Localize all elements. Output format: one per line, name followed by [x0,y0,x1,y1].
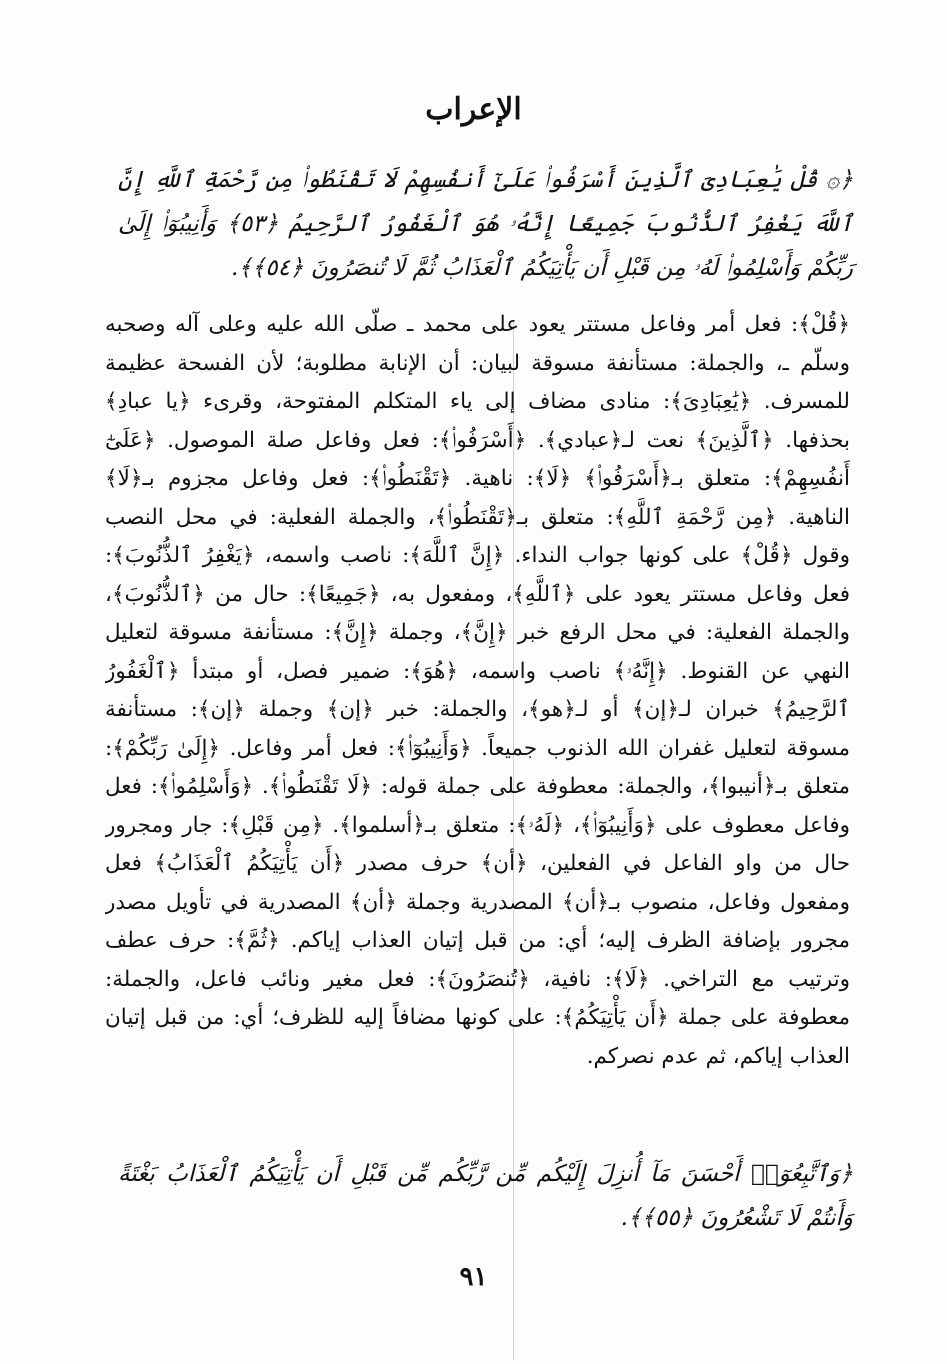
quran-verse-block-55: ﴿وَٱتَّبِعُوٓا۟ أَحْسَنَ مَآ أُنزِلَ إِلَيْكُم مِّن رَّبِّكُم مِّن قَبْلِ أَن يَأْتِيَكُمُ ٱلْعَذَابُ بَغْتَةً وَأَنتُمْ لَا تَشْعُرُونَ ﴿٥٥﴾﴾. [118,1161,853,1231]
page-number: ٩١ [459,1262,488,1292]
irab-commentary: ﴿قُلْ﴾: فعل أمر وفاعل مستتر يعود على محمد ـ صلّى الله عليه وعلى آله وصحبه وسلّم ـ، والجملة: مستأنفة مسوقة لبيان: أن الإنابة مطلوبة؛ لأن الفسحة عظيمة للمسرف. ﴿يَٰعِبَادِىَ﴾: منادى مضاف إلى ياء المتكلم المفتوحة، وقرىء ﴿يا عبادِ﴾ بحذفها. ﴿ٱلَّذِينَ﴾ نعت لـ﴿عبادي﴾. ﴿أَسْرَفُوا۟﴾: فعل وفاعل صلة الموصول. ﴿عَلَىٰٓ أَنفُسِهِمْ﴾: متعلق بـ﴿أَسْرَفُوا۟﴾ ﴿لَا﴾: ناهية. ﴿تَقْنَطُوا۟﴾: فعل وفاعل مجزوم بـ﴿لَا﴾ الناهية. ﴿مِن رَّحْمَةِ ٱللَّهِ﴾: متعلق بـ﴿تَقْنَطُوا۟﴾، والجملة الفعلية: في محل النصب وقول ﴿قُلْ﴾ على كونها جواب النداء. ﴿إِنَّ ٱللَّهَ﴾: ناصب واسمه، ﴿يَغْفِرُ ٱلذُّنُوبَ﴾: فعل وفاعل مستتر يعود على ﴿ٱللَّهِ﴾، ومفعول به، ﴿جَمِيعًا﴾: حال من ﴿ٱلذُّنُوبَ﴾، والجملة الفعلية: في محل الرفع خبر ﴿إِنَّ﴾، وجملة ﴿إِنَّ﴾: مستأنفة مسوقة لتعليل النهي عن القنوط. ﴿إِنَّهُۥ﴾ ناصب واسمه، ﴿هُوَ﴾: ضمير فصل، أو مبتدأ ﴿ٱلْغَفُورُ ٱلرَّحِيمُ﴾ خبران لـ﴿إن﴾ أو لـ﴿هو﴾، والجملة: خبر ﴿إن﴾ وجملة ﴿إن﴾: مستأنفة مسوقة لتعليل غفران الله الذنوب جميعاً. ﴿وَأَنِيبُوٓا۟﴾: فعل أمر وفاعل. ﴿إِلَىٰ رَبِّكُمْ﴾: متعلق بـ﴿أنيبوا﴾، والجملة: معطوفة على جملة قوله: ﴿لَا تَقْنَطُوا۟﴾. ﴿وَأَسْلِمُوا۟﴾: فعل وفاعل معطوف على ﴿وَأَنِيبُوٓا۟﴾، ﴿لَهُۥ﴾: متعلق بـ﴿أسلموا﴾. ﴿مِن قَبْلِ﴾: جار ومجرور حال من واو الفاعل في الفعلين، ﴿أن﴾ حرف مصدر ﴿أَن يَأْتِيَكُمُ ٱلْعَذَابُ﴾ فعل ومفعول وفاعل، منصوب بـ﴿أن﴾ المصدرية وجملة ﴿أن﴾ المصدرية في تأويل مصدر مجرور بإضافة الظرف إليه؛ أي: من قبل إتيان العذاب إياكم. ﴿ثُمَّ﴾: حرف عطف وترتيب مع التراخي. ﴿لَا﴾: نافية، ﴿تُنصَرُونَ﴾: فعل مغير ونائب فاعل، والجملة: معطوفة على جملة ﴿أَن يَأْتِيَكُمُ﴾: على كونها مضافاً إليه للظرف؛ أي: من قبل إتيان العذاب إياكم، ثم عدم نصركم. [105,312,850,1069]
page-title: الإعراب [425,92,522,127]
quran-verse-block-53-54: ﴿۞ قُلْ يَٰعِبَادِىَ ٱلَّذِينَ أَسْرَفُوا۟ عَلَىٰٓ أَنفُسِهِمْ لَا تَقْنَطُوا۟ مِن رَّحْمَةِ ٱللَّهِ إِنَّ ٱللَّهَ يَغْفِرُ ٱلذُّنُوبَ جَمِيعًا إِنَّهُۥ هُوَ ٱلْغَفُورُ ٱلرَّحِيمُ ﴿٥٣﴾ وَأَنِيبُوٓا۟ إِلَىٰ رَبِّكُمْ وَأَسْلِمُوا۟ لَهُۥ مِن قَبْلِ أَن يَأْتِيَكُمُ ٱلْعَذَابُ ثُمَّ لَا تُنصَرُونَ ﴿٥٤﴾﴾. [118,167,853,281]
